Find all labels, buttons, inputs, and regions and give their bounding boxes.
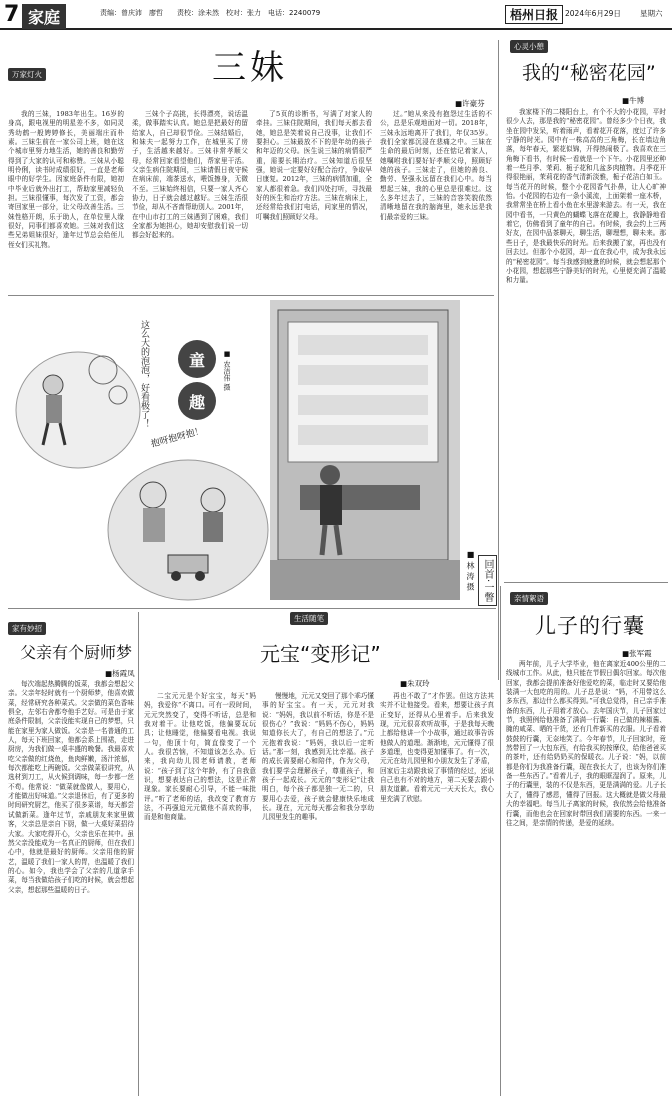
story1-body-col3: 了5页的诊断书，写满了对家人的牵挂。三妹住院期间，我们每天都去看她，她总是笑着说自己没事，让我们不要担心。三妹最放不下的是年幼的孩子和年迈的父母。医生说三妹的病情很严重，需要长期治疗。三妹知道后很坚强，她说一定要好好配合治疗，争取早日康复。2012年，三妹的病情加重，全家人都很着急。我们四处打听，寻找最好的医生和治疗方法。三妹在病床上，还经常给我们打电话，问家里的情况，叮嘱我们照顾好父母。 bbox=[256, 110, 372, 221]
column-divider bbox=[498, 40, 499, 680]
issue-weekday: 星期六 bbox=[640, 9, 663, 18]
story5-author: ■朱双玲 bbox=[400, 679, 430, 688]
story1-author: ■许豪芬 bbox=[455, 99, 485, 108]
story2-author: ■牛博 bbox=[622, 96, 645, 105]
story3-column-tag: 亲情絮语 bbox=[510, 592, 548, 605]
editor-credits: 责编：曾庆沛 廖哲 责校：涂未然 校对：张力 电话：2240079 bbox=[100, 9, 321, 17]
story4-body: 每次端起热腾腾的饭菜，我都会想起父亲。父亲年轻时就有一个厨师梦，他喜欢做菜，经常研究各种菜式。父亲做的菜色香味俱全，左邻右舍都夸他手艺好。可是由于家庭条件限制，父亲没能实现自己的梦想，只能在家里为家人做饭。父亲是一名普通的工人，每天下班回家，他都会系上围裙，走进厨房，为我们做一桌丰盛的晚餐。我最喜欢吃父亲做的红烧鱼，鱼肉鲜嫩，汤汁浓郁，每次都能吃上两碗饭。父亲做菜很讲究，从选材到刀工，从火候到调味，每一步都一丝不苟。他常说：“做菜就像做人，要用心，才能做出好味道。”父亲退休后，有了更多的时间研究厨艺，他买了很多菜谱，每天都尝试做新菜。逢年过节，亲戚朋友来家里做客，父亲总是亲自下厨，做一大桌好菜招待大家。大家吃得开心，父亲也乐在其中。虽然父亲没能成为一名真正的厨师，但在我们心中，他就是最好的厨师。父亲用他的厨艺，温暖了我们一家人的胃，也温暖了我们的心。如今，我也学会了父亲的几道拿手菜，每当我做给孩子们吃的时候，就会想起父亲，想起那些温暖的日子。 bbox=[8, 680, 134, 894]
column-divider-bottom bbox=[138, 612, 139, 1096]
story3-body: 两年前，儿子大学毕业，他在离家近400公里的二线城市工作。从此，他只能在节假日偶尔回家。每次他回家，我都会提前准备好他爱吃的菜，临走时又要给他装满一大包吃的用的。儿子总是说：“妈，不用带这么多东西，那边什么都买得到。”可我总觉得，自己亲手准备的东西，儿子用着才放心。去年国庆节，儿子回家过节，我照例给他准备了满满一行囊：自己做的辣椒酱、腌的咸菜、晒的干货，还有几件新买的衣服。儿子看着鼓鼓的行囊，无奈地笑了。今年春节，儿子回家时，竟然带回了一大包东西，有给我买的按摩仪，给他爸爸买的茶叶，还有给奶奶买的保暖衣。儿子说：“妈，以前都是你们为我准备行囊，现在我长大了，也该为你们准备一些东西了。”看着儿子，我的眼眶湿润了。原来，儿子的行囊里，装的不仅是东西，更是满满的爱。儿子长大了，懂得了感恩，懂得了回报。这大概就是做父母最大的幸福吧。每当儿子离家的时候，我依然会给他准备行囊，而他也会在回家时带回我们需要的东西。一来一往之间，是亲情的传递，是爱的延续。 bbox=[506, 660, 666, 827]
photo-label-box: 回首·一瞥 bbox=[478, 555, 497, 606]
story4-title: 父亲有个厨师梦 bbox=[20, 643, 133, 662]
page-header bbox=[0, 0, 672, 30]
story1-column-tag: 万家灯火 bbox=[8, 68, 46, 81]
story3-title: 儿子的行囊 bbox=[535, 614, 645, 638]
story5-body-col2: 慢慢地，元元又变回了那个乖巧懂事的好宝宝。有一天，元元对我说：“妈妈，我以前不听话，你是不是很伤心？”我说：“妈妈不伤心，妈妈知道你长大了，有自己的想法了。”元元抱着我说：“妈妈，我以后一定听话。”那一刻，我感到无比幸福。孩子的成长需要耐心和陪伴，作为父母，我们要学会理解孩子，尊重孩子，和孩子一起成长。元元的“变形记”让我明白，每个孩子都是独一无二的，只要用心去爱，孩子就会健康快乐地成长。现在，元元每天都会和我分享幼儿园里发生的趣事。 bbox=[262, 692, 374, 822]
story5-body-col1: 二宝元元是个好宝宝，每天“妈妈，我爱你”不离口。可有一段时间，元元突然变了，变得不听话，总是和我对着干。让他吃饭，他偏要玩玩具；让他睡觉，他偏要看电视。我说一句，他顶十句，简直像变了一个人。我很苦恼，不知道该怎么办。后来，我向幼儿园老师请教，老师说：“孩子到了这个年龄，有了自我意识，想要表达自己的想法，这是正常现象。家长要耐心引导，不能一味批评。”听了老师的话，我改变了教育方法，不再强迫元元做他不喜欢的事，而是和他商量。 bbox=[144, 692, 256, 822]
cartoon-caption-top: 这么大的泡泡，好看极了！ bbox=[139, 320, 149, 428]
story2-title: 我的“秘密花园” bbox=[522, 62, 656, 84]
story2-body: 我家楼下的二楼阳台上，有个不大的小花园，平时很少人去，那是我的“秘密花园”。曾经多少个日夜，我坐在园中发呆，听着雨声，看着花开花落，度过了许多宁静的时光。园中有一株高高的三角梅，长在墙边角落，每年春天，繁花似锦，开得热闹极了。我喜欢在三角梅下看书，有时候一看就是一个下午。小花园里还种着一些月季、茉莉、栀子花和几盆多肉植物。月季花开得很艳丽，茉莉花的香气清新淡雅，栀子花洁白如玉。每当花开的时候，整个小花园香气扑鼻，让人心旷神怡。小花园的右边有一条小溪流，上面架着一座木桥，我常常坐在桥上看小鱼在水里游来游去。有一天，我在园中看书，一只黄色的蝴蝶飞落在花瓣上，我静静地看着它，仿佛看到了童年的自己。有时候，我会约上三两好友，在园中品茶聊天，聊生活，聊理想，聊未来。那些日子，是我最快乐的时光。后来我搬了家，再也没有回去过。但那个小花园，却一直在我心中，成为我永远的“秘密花园”。每当我感到疲惫的时候，就会想起那个小花园，想起那些宁静美好的时光，心里便充满了温暖和力量。 bbox=[506, 108, 666, 285]
section-divider bbox=[8, 295, 494, 296]
newspaper-logo: 梧州日报 bbox=[505, 5, 563, 24]
story4-column-tag: 家有妙招 bbox=[8, 622, 46, 635]
story1-title: 三妹 bbox=[212, 48, 288, 88]
issue-date: 2024年6月29日 bbox=[565, 9, 621, 18]
story1-body-col2: 三妹个子高挑，长得漂亮，说话温柔，做事踏实认真。她总是把最好的留给家人，自己却很节俭。三妹结婚后，和妹夫一起努力工作，在城里买了房子，生活越来越好。三妹非常孝顺父母，经常回家看望他们，帮家里干活。父亲生病住院期间，三妹请假日夜守候在病床前，端茶送水，喂饭擦身，无微不至。三妹始终相信，只要一家人齐心协力，日子就会越过越好。三妹生活很节俭，却从不吝啬帮助别人。2001年，在中山市打工的三妹遇到了困难，我们全家都为她担心，她却安慰我们说一切都会好起来的。 bbox=[132, 110, 248, 240]
story5-body-col3: 再也不敢了”才作罢。但这方法其实并不让他接受。看来，想要让孩子真正变好，还得从心里着手。后来我发现，元元很喜欢听故事，于是我每天晚上都给他讲一个小故事，通过故事告诉他做人的道理。渐渐地，元元懂得了很多道理，也变得更加懂事了。有一次，元元在幼儿园里和小朋友发生了矛盾，回家后主动跟我说了事情的经过，还说自己也有不对的地方，第二天要去跟小朋友道歉。看着元元一天天长大，我心里充满了欣慰。 bbox=[380, 692, 494, 803]
story4-author: ■杨霞凤 bbox=[105, 669, 135, 678]
story1-body-col1: 我的三妹，1983年出生。16岁的身高，跟电视里的明星差不多，如同灵秀幼鹤一般娉婷修长，美丽端庄而朴素。三妹生前在一家公司上班，她在这个城市里努力地生活，她的善良和勤劳得到了大家的认可和称赞。三妹从小聪明伶俐，读书时成绩很好，一直是老师眼中的好学生。因家庭条件有限，她初中毕业后就外出打工，帮助家里减轻负担。三妹很懂事，每次发了工资，都会寄回家里一部分，让父母改善生活。三妹性格开朗，乐于助人，在单位里人缘很好，同事们都喜欢她。三妹对我们这些兄弟姐妹很好，逢年过节总会给侄儿侄女们买礼物。 bbox=[8, 110, 124, 249]
badge-circle-1: 童 bbox=[178, 340, 216, 378]
photo-vending-machine bbox=[270, 300, 460, 600]
story3-author: ■张军霞 bbox=[622, 649, 652, 658]
story5-column-tag: 生活随笔 bbox=[290, 612, 328, 625]
section-title: 家庭 bbox=[22, 4, 66, 29]
section-divider-lower bbox=[8, 608, 496, 609]
column-divider-lower bbox=[500, 586, 501, 1096]
cartoon-caption-mid: 抱呀抱呀抱！ bbox=[150, 426, 205, 450]
badge-circle-2: 趣 bbox=[178, 382, 216, 420]
story-divider-right bbox=[504, 582, 668, 583]
story1-body-col4: 过。”她从来没有抱怨过生活的不公，总是乐观地面对一切。2018年，三妹永远地离开了我们，年仅35岁。我们全家都沉浸在悲痛之中。三妹在生命的最后时刻，还在惦记着家人，她嘱咐我们要好好孝顺父母，照顾好她的孩子。三妹走了，但她的善良、勤劳、坚强永远留在我们心中。每当想起三妹，我的心里总是很难过。这么多年过去了，三妹的音容笑貌依然清晰地留在我的脑海里，她永远是我们最亲爱的三妹。 bbox=[380, 110, 492, 221]
page-number: 7 bbox=[4, 2, 20, 27]
story5-title: 元宝“变形记” bbox=[260, 642, 381, 666]
cartoon-author: ■ 农洁伟 摄 bbox=[223, 350, 231, 391]
story2-column-tag: 心灵小憩 bbox=[510, 40, 548, 53]
photo-caption: ■ 林 涛 摄 bbox=[466, 550, 475, 591]
